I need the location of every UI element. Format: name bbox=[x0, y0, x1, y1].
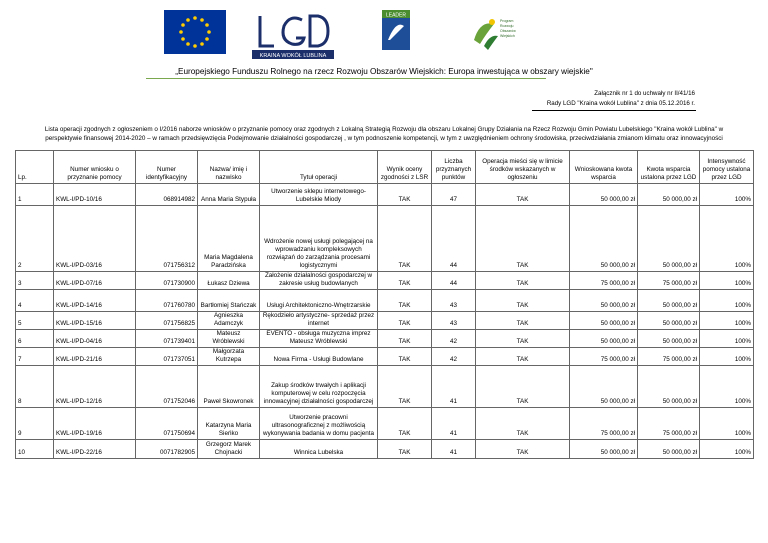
svg-text:Wiejskich: Wiejskich bbox=[500, 34, 515, 38]
column-header: Lp. bbox=[16, 151, 54, 184]
table-body bbox=[16, 184, 754, 459]
table-cell: 50 000,00 zł bbox=[638, 206, 700, 272]
table-row bbox=[16, 312, 754, 330]
table-cell: 50 000,00 zł bbox=[570, 290, 638, 312]
table-header-row bbox=[16, 151, 754, 184]
table-cell: KWL-I/PD-03/16 bbox=[54, 206, 136, 272]
table-cell: TAK bbox=[476, 290, 570, 312]
table-cell: 100% bbox=[700, 290, 754, 312]
table-cell: 50 000,00 zł bbox=[570, 184, 638, 206]
table-cell: 7 bbox=[16, 348, 54, 366]
table-cell: Wdrożenie nowej usługi polegającej na wprowadzaniu kompleksowych rozwiązań do zarządzania procesami logistycznymi bbox=[260, 206, 378, 272]
table-cell: 50 000,00 zł bbox=[638, 290, 700, 312]
table-cell: 5 bbox=[16, 312, 54, 330]
table-cell: 75 000,00 zł bbox=[638, 272, 700, 290]
table-cell: TAK bbox=[378, 330, 432, 348]
table-cell: 75 000,00 zł bbox=[570, 272, 638, 290]
table-cell: Usługi Architektoniczno-Wnętrzarskie bbox=[260, 290, 378, 312]
table-cell: TAK bbox=[476, 330, 570, 348]
table-cell: 100% bbox=[700, 184, 754, 206]
column-header: Intensywność pomocy ustalona przez LGD bbox=[700, 151, 754, 184]
table-cell: Zakup środków trwałych i aplikacji komputerowej w celu rozpoczęcia innowacyjnej działalności gospodarczej bbox=[260, 366, 378, 408]
intro-line-1: Lista operacji zgodnych z ogłoszeniem o I/2016 naborze wniosków o przyznanie pomocy oraz zgodnych z Lokalną Strategią Rozwoju dla obszaru Lokalnej Grupy Działania na Rzecz Rozwoju Gmin Powiatu Lubelskiego "Kraina wokół Lublina" w bbox=[44, 126, 724, 133]
table-cell: TAK bbox=[378, 440, 432, 459]
lgd-logo-text: KRAINA WOKÓŁ LUBLINA bbox=[259, 53, 327, 59]
table-row bbox=[16, 440, 754, 459]
table-cell: Grzegorz Marek Chojnacki bbox=[198, 440, 260, 459]
table-cell: 50 000,00 zł bbox=[638, 184, 700, 206]
table-cell: 50 000,00 zł bbox=[570, 366, 638, 408]
column-header: Wnioskowana kwota wsparcia bbox=[570, 151, 638, 184]
table-cell: 2 bbox=[16, 206, 54, 272]
table-cell: 41 bbox=[432, 366, 476, 408]
table-cell: KWL-I/PD-19/16 bbox=[54, 408, 136, 440]
table-row bbox=[16, 408, 754, 440]
table-cell: TAK bbox=[378, 312, 432, 330]
table-cell: KWL-I/PD-22/16 bbox=[54, 440, 136, 459]
operations-table bbox=[15, 150, 754, 459]
table-cell: 42 bbox=[432, 330, 476, 348]
table-cell: 100% bbox=[700, 330, 754, 348]
slogan-divider bbox=[146, 78, 546, 79]
leader-logo bbox=[382, 10, 410, 50]
table-row bbox=[16, 348, 754, 366]
table-cell: 50 000,00 zł bbox=[570, 330, 638, 348]
table-cell: 50 000,00 zł bbox=[638, 330, 700, 348]
table-cell: 068914982 bbox=[136, 184, 198, 206]
table-row bbox=[16, 272, 754, 290]
table-cell: Paweł Skowronek bbox=[198, 366, 260, 408]
table-cell: KWL-I/PD-10/16 bbox=[54, 184, 136, 206]
table-cell: 071752046 bbox=[136, 366, 198, 408]
table-cell: 44 bbox=[432, 272, 476, 290]
table-cell: 41 bbox=[432, 408, 476, 440]
table-cell: 50 000,00 zł bbox=[570, 206, 638, 272]
column-header: Nazwa/ imię i nazwisko bbox=[198, 151, 260, 184]
annex-line-2: Rady LGD "Kraina wokół Lublina" z dnia 05.12.2016 r. bbox=[546, 100, 695, 107]
table-cell: 071737051 bbox=[136, 348, 198, 366]
logo-bar bbox=[0, 10, 768, 58]
table-cell: 071756825 bbox=[136, 312, 198, 330]
column-header: Tytuł operacji bbox=[260, 151, 378, 184]
list-intro bbox=[0, 125, 768, 143]
table-cell: 41 bbox=[432, 440, 476, 459]
table-cell: 75 000,00 zł bbox=[570, 408, 638, 440]
table-cell: 50 000,00 zł bbox=[638, 312, 700, 330]
table-cell: Łukasz Dziewa bbox=[198, 272, 260, 290]
annex-line-1: Załącznik nr 1 do uchwały nr II/41/16 bbox=[594, 90, 695, 97]
table-cell: 10 bbox=[16, 440, 54, 459]
table-cell: Małgorzata Kutrzepa bbox=[198, 348, 260, 366]
table-cell: TAK bbox=[476, 348, 570, 366]
table-cell: 100% bbox=[700, 272, 754, 290]
table-cell: 100% bbox=[700, 440, 754, 459]
table-cell: Katarzyna Maria Sieńko bbox=[198, 408, 260, 440]
svg-text:Obszarów: Obszarów bbox=[500, 29, 516, 33]
table-cell: Utworzenie sklepu internetowego- Lubelskie Miody bbox=[260, 184, 378, 206]
prow-logo bbox=[470, 10, 528, 54]
table-cell: TAK bbox=[476, 206, 570, 272]
annex-divider bbox=[532, 110, 696, 111]
table-cell: 4 bbox=[16, 290, 54, 312]
table-cell: 75 000,00 zł bbox=[570, 348, 638, 366]
column-header: Operacja mieści się w limicie środków wskazanych w ogłoszeniu bbox=[476, 151, 570, 184]
table-cell: Mateusz Wróblewski bbox=[198, 330, 260, 348]
table-cell: 1 bbox=[16, 184, 54, 206]
table-cell: 9 bbox=[16, 408, 54, 440]
leader-logo-text: LEADER bbox=[385, 12, 407, 19]
table-cell: TAK bbox=[476, 312, 570, 330]
table-cell: 47 bbox=[432, 184, 476, 206]
table-cell: 071760780 bbox=[136, 290, 198, 312]
table-cell: Utworzenie pracowni ultrasonograficznej z możliwością wykonywania badania w domu pacjenta bbox=[260, 408, 378, 440]
table-cell: 75 000,00 zł bbox=[638, 408, 700, 440]
table-cell: TAK bbox=[378, 272, 432, 290]
table-cell: KWL-I/PD-15/16 bbox=[54, 312, 136, 330]
table-cell: 43 bbox=[432, 290, 476, 312]
table-cell: TAK bbox=[476, 272, 570, 290]
table-row bbox=[16, 330, 754, 348]
table-row bbox=[16, 290, 754, 312]
table-cell: KWL-I/PD-14/16 bbox=[54, 290, 136, 312]
table-cell: 071750694 bbox=[136, 408, 198, 440]
table-row bbox=[16, 184, 754, 206]
column-header: Liczba przyznanych punktów bbox=[432, 151, 476, 184]
table-cell: KWL-I/PD-07/16 bbox=[54, 272, 136, 290]
table-cell: TAK bbox=[476, 440, 570, 459]
table-cell: TAK bbox=[378, 290, 432, 312]
table-cell: TAK bbox=[476, 408, 570, 440]
eu-flag-logo bbox=[164, 10, 226, 54]
table-cell: KWL-I/PD-21/16 bbox=[54, 348, 136, 366]
lgd-kraina-logo bbox=[252, 10, 334, 60]
table-cell: 071739401 bbox=[136, 330, 198, 348]
table-cell: 100% bbox=[700, 348, 754, 366]
table-cell: 50 000,00 zł bbox=[570, 312, 638, 330]
table-cell: 50 000,00 zł bbox=[638, 366, 700, 408]
table-cell: TAK bbox=[378, 184, 432, 206]
table-cell: 75 000,00 zł bbox=[638, 348, 700, 366]
table-cell: TAK bbox=[476, 366, 570, 408]
table-cell: 42 bbox=[432, 348, 476, 366]
table-cell: TAK bbox=[378, 206, 432, 272]
table-cell: Rękodzieło artystyczne- sprzedaż przez internet bbox=[260, 312, 378, 330]
table-cell: 6 bbox=[16, 330, 54, 348]
table-row bbox=[16, 366, 754, 408]
table-cell: 43 bbox=[432, 312, 476, 330]
table-cell: Nowa Firma - Usługi Budowlane bbox=[260, 348, 378, 366]
table-cell: Bartłomiej Stańczak bbox=[198, 290, 260, 312]
table-cell: KWL-I/PD-12/16 bbox=[54, 366, 136, 408]
table-cell: 100% bbox=[700, 312, 754, 330]
table-cell: 50 000,00 zł bbox=[638, 440, 700, 459]
table-cell: 100% bbox=[700, 408, 754, 440]
table-cell: 100% bbox=[700, 206, 754, 272]
table-cell: KWL-I/PD-04/16 bbox=[54, 330, 136, 348]
column-header: Numer wniosku o przyznanie pomocy bbox=[54, 151, 136, 184]
table-cell: Maria Magdalena Paradzińska bbox=[198, 206, 260, 272]
svg-text:Rozwoju: Rozwoju bbox=[500, 24, 514, 28]
intro-line-2: perspektywie finansowej 2014-2020 – w ramach przedsięwzięcia Podejmowanie działalności gospodarczej , w tym podnoszenie kompetencji, w tym z uwzględnieniem ochrony środowiska, przeciwdziałania zmianom klimatu oraz innowacyjności bbox=[45, 135, 723, 142]
table-cell: 071756312 bbox=[136, 206, 198, 272]
table-cell: 100% bbox=[700, 366, 754, 408]
table-cell: 8 bbox=[16, 366, 54, 408]
table-cell: Anna Maria Stypuła bbox=[198, 184, 260, 206]
column-header: Wynik oceny zgodności z LSR bbox=[378, 151, 432, 184]
table-cell: 50 000,00 zł bbox=[570, 440, 638, 459]
column-header: Kwota wsparcia ustalona przez LGD bbox=[638, 151, 700, 184]
table-row bbox=[16, 206, 754, 272]
column-header: Numer identyfikacyjny bbox=[136, 151, 198, 184]
table-cell: TAK bbox=[378, 348, 432, 366]
table-cell: 0071782905 bbox=[136, 440, 198, 459]
table-cell: 071730900 bbox=[136, 272, 198, 290]
table-cell: Winnica Lubelska bbox=[260, 440, 378, 459]
table-cell: Założenie działalności gospodarczej w zakresie usług budowlanych bbox=[260, 272, 378, 290]
svg-text:Program: Program bbox=[500, 19, 514, 23]
table-cell: EVENTO - obsługa muzyczna imprez Mateusz Wróblewski bbox=[260, 330, 378, 348]
slogan: „Europejskiego Funduszu Rolnego na rzecz Rozwoju Obszarów Wiejskich: Europa inwestująca w obszary wiejskie" bbox=[175, 67, 593, 76]
table-cell: Agnieszka Adamczyk bbox=[198, 312, 260, 330]
table-cell: TAK bbox=[378, 408, 432, 440]
table-cell: 3 bbox=[16, 272, 54, 290]
table-cell: 44 bbox=[432, 206, 476, 272]
table-cell: TAK bbox=[476, 184, 570, 206]
table-cell: TAK bbox=[378, 366, 432, 408]
